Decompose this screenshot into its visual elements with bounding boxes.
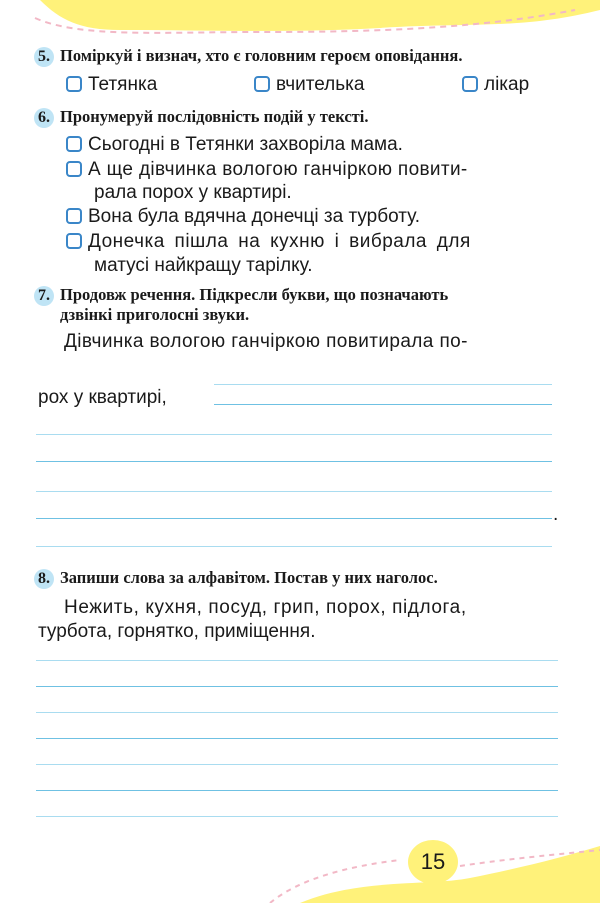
writing-line[interactable] bbox=[36, 434, 552, 435]
option-label: Тетянка bbox=[88, 74, 158, 95]
writing-line[interactable] bbox=[214, 384, 552, 385]
page-number: 15 bbox=[408, 840, 458, 884]
event-text-continued: рала порох у квартирі. bbox=[94, 182, 292, 203]
event-item[interactable] bbox=[66, 134, 403, 156]
task-7-number: 7. bbox=[34, 286, 54, 306]
task-8-instruction: Запиши слова за алфавітом. Постав у них наголос. bbox=[60, 568, 438, 587]
number-box[interactable] bbox=[66, 136, 82, 152]
checkbox-tetianka[interactable] bbox=[66, 76, 82, 92]
event-text: Сьогодні в Тетянки захворіла мама. bbox=[88, 134, 403, 155]
task-5-instruction: Поміркуй і визнач, хто є головним героєм оповідання. bbox=[60, 46, 463, 65]
writing-line[interactable] bbox=[36, 660, 558, 661]
event-item[interactable] bbox=[66, 206, 420, 228]
footer-wave bbox=[0, 838, 600, 903]
checkbox-likar[interactable] bbox=[462, 76, 478, 92]
event-item[interactable] bbox=[66, 231, 471, 253]
event-text-continued: матусі найкращу тарілку. bbox=[94, 255, 313, 276]
option-vchytelka[interactable] bbox=[254, 74, 364, 96]
writing-line[interactable] bbox=[36, 546, 552, 547]
task-7-instruction-continued: дзвінкі приголосні звуки. bbox=[60, 305, 250, 324]
writing-line[interactable] bbox=[36, 816, 558, 817]
header-wave bbox=[0, 0, 600, 45]
number-box[interactable] bbox=[66, 208, 82, 224]
event-item[interactable] bbox=[66, 159, 468, 181]
task-5-heading bbox=[34, 46, 462, 67]
event-text: Вона була вдячна донечці за турботу. bbox=[88, 206, 421, 227]
option-label: вчителька bbox=[276, 74, 365, 95]
task-7-instruction: Продовж речення. Підкресли букви, що позначають bbox=[60, 285, 449, 304]
task-8-words-continued: турбота, горнятко, приміщення. bbox=[38, 621, 316, 642]
number-box[interactable] bbox=[66, 233, 82, 249]
writing-line[interactable] bbox=[36, 518, 552, 519]
task-6-heading bbox=[34, 107, 368, 128]
task-5-number: 5. bbox=[34, 47, 54, 67]
writing-line[interactable] bbox=[36, 461, 552, 462]
option-tetianka[interactable] bbox=[66, 74, 157, 96]
task-8-heading bbox=[34, 568, 438, 589]
task-6-instruction: Пронумеруй послідовність подій у тексті. bbox=[60, 107, 369, 126]
writing-line[interactable] bbox=[36, 764, 558, 765]
task-8-number: 8. bbox=[34, 569, 54, 589]
task-7-heading bbox=[34, 285, 448, 306]
option-likar[interactable] bbox=[462, 74, 529, 96]
writing-line[interactable] bbox=[36, 686, 558, 687]
event-text: А ще дівчинка вологою ганчіркою повити- bbox=[88, 159, 468, 180]
sentence-end-mark: . bbox=[553, 504, 559, 525]
checkbox-vchytelka[interactable] bbox=[254, 76, 270, 92]
task-7-sentence-continued: рох у квартирі, bbox=[38, 387, 167, 408]
task-7-sentence: Дівчинка вологою ганчіркою повитирала по- bbox=[64, 331, 468, 352]
writing-line[interactable] bbox=[36, 712, 558, 713]
writing-line[interactable] bbox=[36, 790, 558, 791]
option-label: лікар bbox=[484, 74, 530, 95]
task-6-number: 6. bbox=[34, 108, 54, 128]
task-8-words: Нежить, кухня, посуд, грип, порох, підлога, bbox=[64, 597, 467, 618]
writing-line[interactable] bbox=[214, 404, 552, 405]
event-text: Донечка пішла на кухню і вибрала для bbox=[88, 231, 471, 252]
number-box[interactable] bbox=[66, 161, 82, 177]
writing-line[interactable] bbox=[36, 738, 558, 739]
writing-line[interactable] bbox=[36, 491, 552, 492]
